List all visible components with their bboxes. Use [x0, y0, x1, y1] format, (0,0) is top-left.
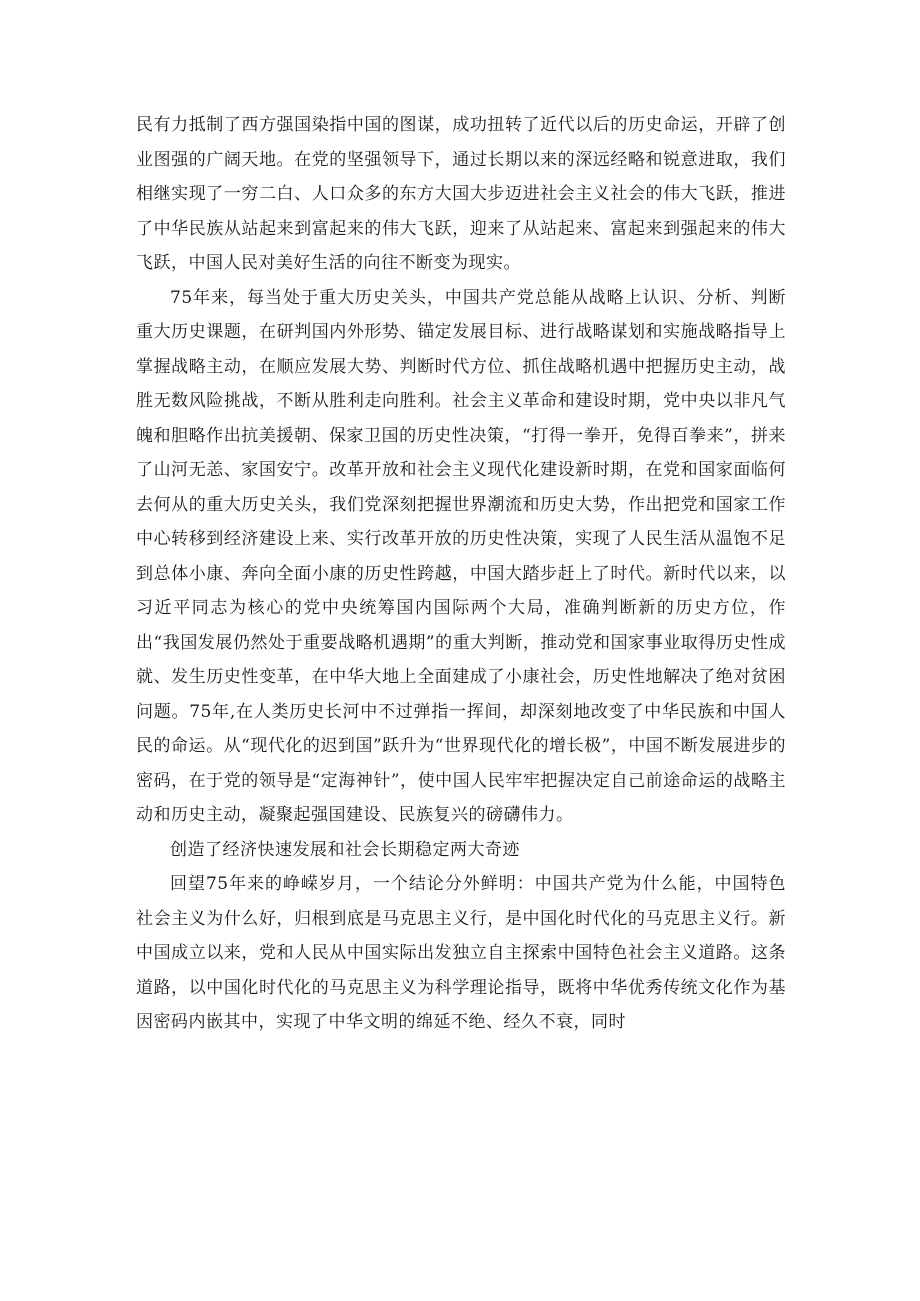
paragraph-continuation: 民有力抵制了西方强国染指中国的图谋，成功扭转了近代以后的历史命运，开辟了创业图强的广阔天地。在党的坚强领导下，通过长期以来的深远经略和锐意进取，我们相继实现了一穷二白、人口众多的东方大国大步迈进社会主义社会的伟大飞跃，推进了中华民族从站起来到富起来的伟大飞跃，迎来了从站起来、富起来到强起来的伟大飞跃，中国人民对美好生活的向往不断变为现实。 [136, 115, 786, 273]
section-heading: 创造了经济快速发展和社会长期稳定两大奇迹 [170, 839, 520, 860]
document-body [136, 108, 786, 1040]
paragraph-75-years: 75年来，每当处于重大历史关头，中国共产党总能从战略上认识、分析、判断重大历史课题，在研判国内外形势、锚定发展目标、进行战略谋划和实施战略指导上掌握战略主动，在顺应发展大势、判断时代方位、抓住战略机遇中把握历史主动，战胜无数风险挑战，不断从胜利走向胜利。社会主义革命和建设时期，党中央以非凡气魄和胆略作出抗美援朝、保家卫国的历史性决策，“打得一拳开，免得百拳来”，拼来了山河无恙、家国安宁。改革开放和社会主义现代化建设新时期，在党和国家面临何去何从的重大历史关头，我们党深刻把握世界潮流和历史大势，作出把党和国家工作中心转移到经济建设上来、实行改革开放的历史性决策，实现了人民生活从温饱不足到总体小康、奔向全面小康的历史性跨越，中国大踏步赶上了时代。新时代以来，以习近平同志为核心的党中央统筹国内国际两个大局，准确判断新的历史方位，作出“我国发展仍然处于重要战略机遇期”的重大判断，推动党和国家事业取得历史性成就、发生历史性变革，在中华大地上全面建成了小康社会，历史性地解决了绝对贫困问题。75年,在人类历史长河中不过弹指一挥间，却深刻地改变了中华民族和中国人民的命运。从“现代化的迟到国”跃升为“世界现代化的增长极”，中国不断发展进步的密码，在于党的领导是“定海神针”，使中国人民牢牢把握决定自己前途命运的战略主动和历史主动，凝聚起强国建设、民族复兴的磅礴伟力。 [136, 287, 786, 825]
paragraph-looking-back: 回望75年来的峥嵘岁月，一个结论分外鲜明：中国共产党为什么能，中国特色社会主义为什么好，归根到底是马克思主义行，是中国化时代化的马克思主义行。新中国成立以来，党和人民从中国实际出发独立自主探索中国特色社会主义道路。这条道路，以中国化时代化的马克思主义为科学理论指导，既将中华优秀传统文化作为基因密码内嵌其中，实现了中华文明的绵延不绝、经久不衰，同时 [136, 874, 786, 1032]
